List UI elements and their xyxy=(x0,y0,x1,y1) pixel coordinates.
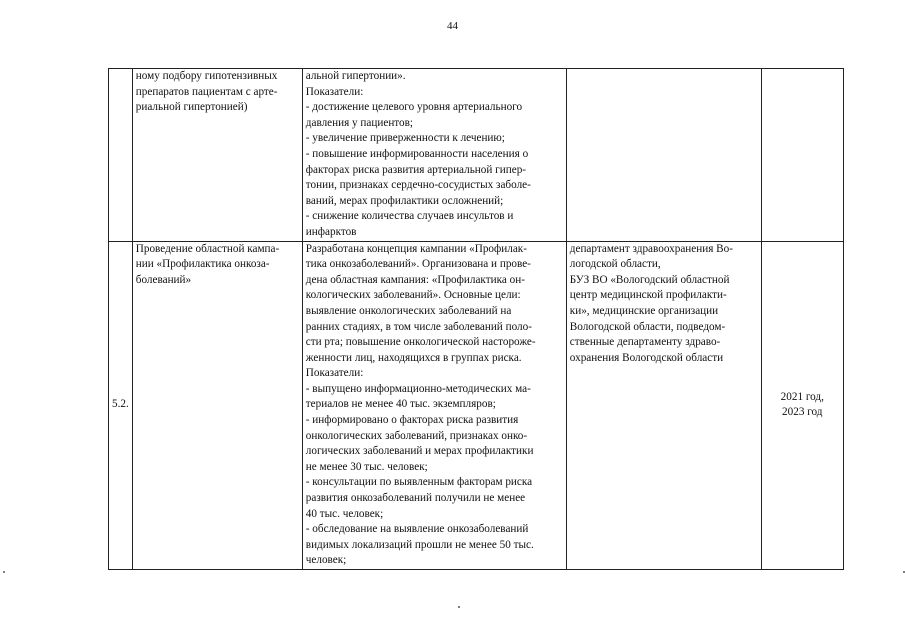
event-description-cell xyxy=(302,69,566,242)
description-line: логических заболеваний и мерах профилактики xyxy=(305,445,534,458)
responsible-line: центр медицинской профилакти- xyxy=(569,289,727,302)
event-description-cell xyxy=(302,241,566,569)
description-line: - снижение количества случаев инсультов и xyxy=(305,210,514,223)
description-line: ранних стадиях, в том числе заболеваний поло- xyxy=(305,320,532,333)
description-line: Разработана концепция кампании «Профилак- xyxy=(305,242,527,255)
program-table xyxy=(108,68,844,570)
description-line: - обследование на выявление онкозаболеваний xyxy=(305,523,529,536)
description-line: сти рта; повышение онкологической настороже- xyxy=(305,336,536,349)
description-line: факторах риска развития артериальной гипер- xyxy=(305,163,527,176)
description-line: женности лиц, находящихся в группах риска. xyxy=(305,351,522,364)
description-line: - информировано о факторах риска развития xyxy=(305,414,519,427)
description-line: ваний, мерах профилактики осложнений; xyxy=(305,194,504,207)
term-line: 2021 год, xyxy=(780,390,824,403)
description-line: инфарктов xyxy=(305,225,357,238)
description-line: териалов не менее 40 тыс. экземпляров; xyxy=(305,398,496,411)
description-line: давления у пациентов; xyxy=(305,116,414,129)
event-title-cell xyxy=(132,69,302,242)
responsible-line: БУЗ ВО «Вологодский областной xyxy=(569,273,730,286)
responsible-line: логодской области, xyxy=(569,258,661,271)
description-line: развития онкозаболеваний получили не менее xyxy=(305,492,526,505)
event-title-cell xyxy=(132,241,302,569)
responsible-cell xyxy=(566,69,761,242)
description-line: кологических заболеваний». Основные цели: xyxy=(305,289,521,302)
description-line: онкологических заболеваний, признаках онко- xyxy=(305,429,528,442)
row-number-cell xyxy=(109,241,133,569)
row-number: 5.2. xyxy=(112,398,129,411)
description-line: Показатели: xyxy=(305,85,364,98)
table-row xyxy=(109,241,844,569)
description-line: выявление онкологических заболеваний на xyxy=(305,304,512,317)
scan-speck xyxy=(3,571,5,573)
scan-speck xyxy=(458,606,460,608)
description-line: тонии, признаках сердечно-сосудистых заболе- xyxy=(305,179,531,192)
table-row xyxy=(109,69,844,242)
description-line: Показатели: xyxy=(305,367,364,380)
description-line: альной гипертонии». xyxy=(305,70,406,82)
title-line: нии «Профилактика онкоза- xyxy=(135,258,270,271)
description-line: дена областная кампания: «Профилактика он- xyxy=(305,273,525,286)
responsible-line: ственные департаменту здраво- xyxy=(569,336,721,349)
responsible-line: охранения Вологодской области xyxy=(569,351,724,364)
responsible-line: ки», медицинские организации xyxy=(569,304,719,317)
title-line: препаратов пациентам с арте- xyxy=(135,85,278,98)
description-line: - повышение информированности населения о xyxy=(305,147,529,160)
description-line: - достижение целевого уровня артериального xyxy=(305,101,523,114)
description-line: человек; xyxy=(305,554,347,567)
term-cell xyxy=(761,69,843,242)
description-line: тика онкозаболеваний». Организована и прове- xyxy=(305,258,531,271)
description-line: 40 тыс. человек; xyxy=(305,507,384,520)
page-number: 44 xyxy=(447,20,458,32)
responsible-line: департамент здравоохранения Во- xyxy=(569,242,733,255)
description-line: не менее 30 тыс. человек; xyxy=(305,460,428,473)
description-line: - консультации по выявленным факторам риска xyxy=(305,476,533,489)
term-cell xyxy=(761,241,843,569)
title-line: ному подбору гипотензивных xyxy=(135,70,278,82)
responsible-cell xyxy=(566,241,761,569)
description-line: - увеличение приверженности к лечению; xyxy=(305,132,505,145)
description-line: видимых локализаций прошли не менее 50 тыс. xyxy=(305,538,534,551)
row-number-cell xyxy=(109,69,133,242)
title-line: риальной гипертонией) xyxy=(135,101,248,114)
term-line: 2023 год xyxy=(782,406,823,419)
title-line: Проведение областной кампа- xyxy=(135,242,280,255)
description-line: - выпущено информационно-методических ма- xyxy=(305,382,531,395)
title-line: болеваний» xyxy=(135,273,192,286)
responsible-line: Вологодской области, подведом- xyxy=(569,320,726,333)
